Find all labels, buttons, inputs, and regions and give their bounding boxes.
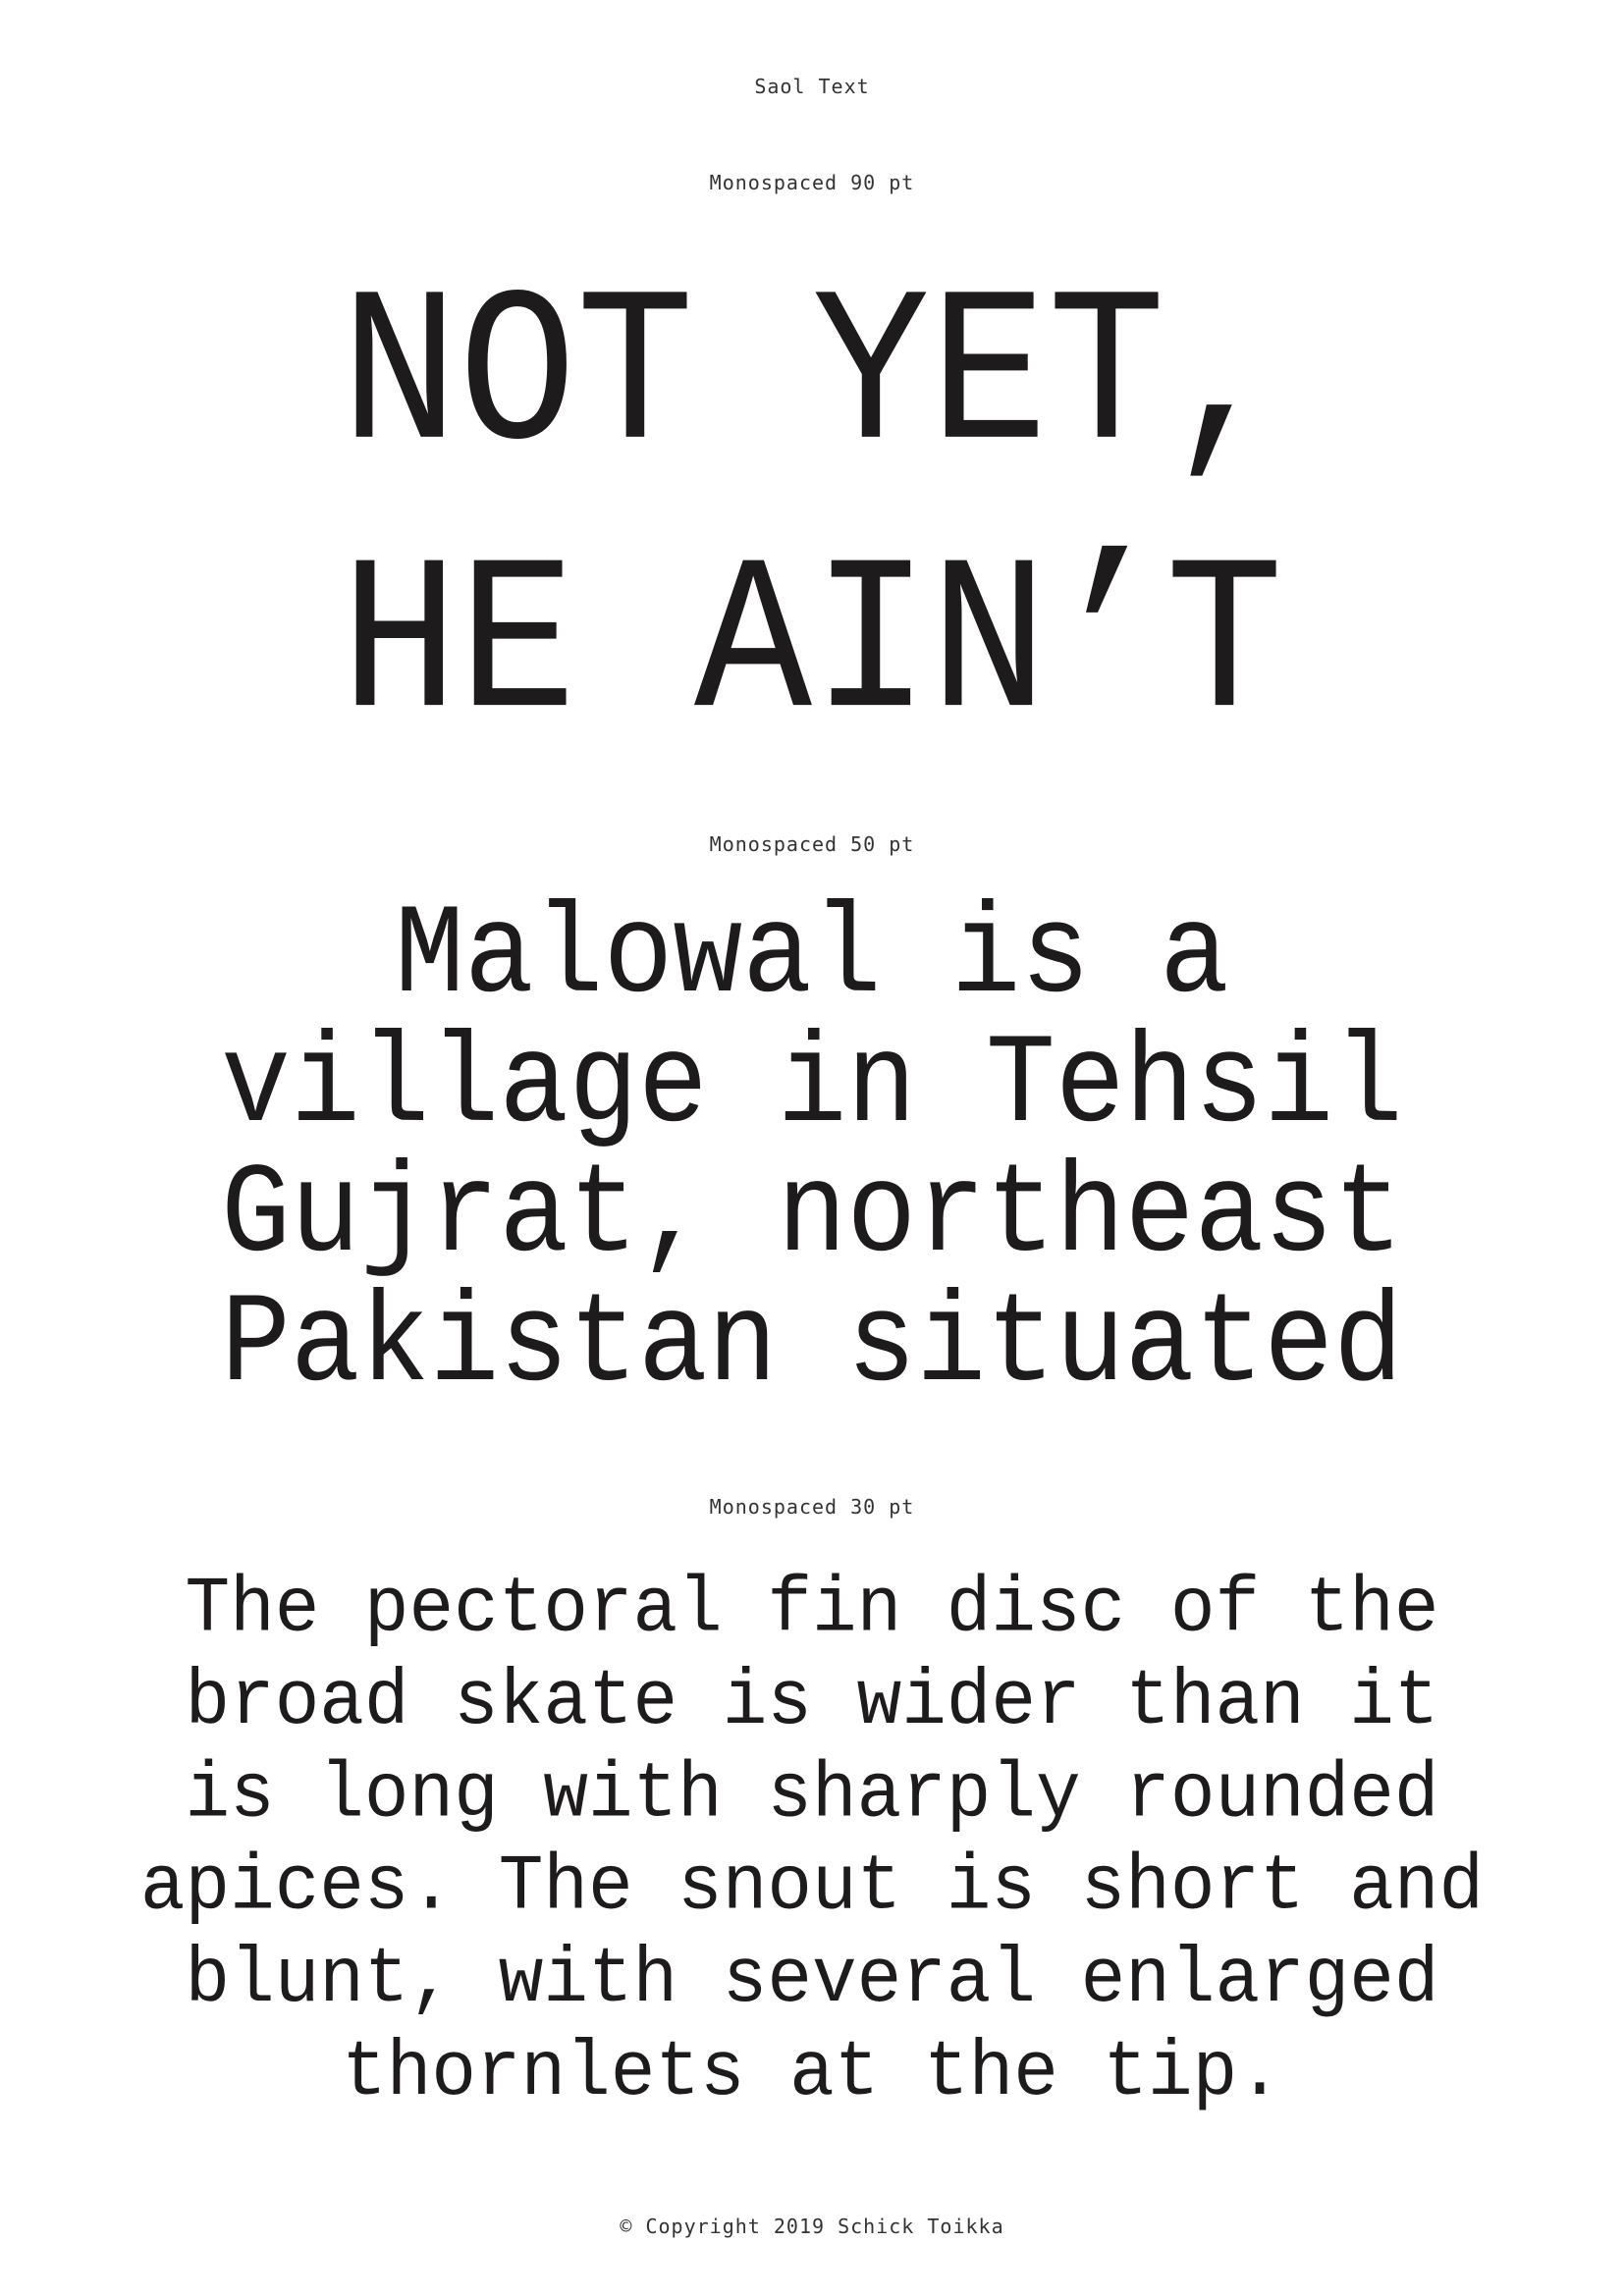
specimen-line: apices. The snout is short and [139,1842,1485,1932]
specimen-line: Pakistan situated [221,1274,1403,1418]
specimen-30pt [0,1563,1624,2119]
specimen-line: Malowal is a [395,885,1229,1030]
specimen-line: Gujrat, northeast [221,1145,1403,1289]
size-label-30pt: Monospaced 30 pt [709,1495,915,1519]
specimen-50pt [0,885,1624,1418]
specimen-line: thornlets at the tip. [342,2028,1282,2117]
specimen-line: The pectoral fin disc of the [185,1565,1439,1654]
specimen-line: broad skate is wider than it [185,1657,1439,1746]
font-name-title: Saol Text [754,75,870,98]
size-label-90pt: Monospaced 90 pt [709,171,915,194]
size-label-50pt: Monospaced 50 pt [709,832,915,856]
specimen-line: is long with sharply rounded [185,1750,1439,1840]
specimen-line: HE AIN’T [340,522,1284,773]
specimen-line: village in Tehsil [221,1015,1403,1159]
specimen-90pt [0,245,1624,782]
specimen-line: NOT YET, [340,253,1284,505]
specimen-line: blunt, with several enlarged [185,1936,1439,2025]
copyright-notice: © Copyright 2019 Schick Toikka [620,2215,1004,2238]
